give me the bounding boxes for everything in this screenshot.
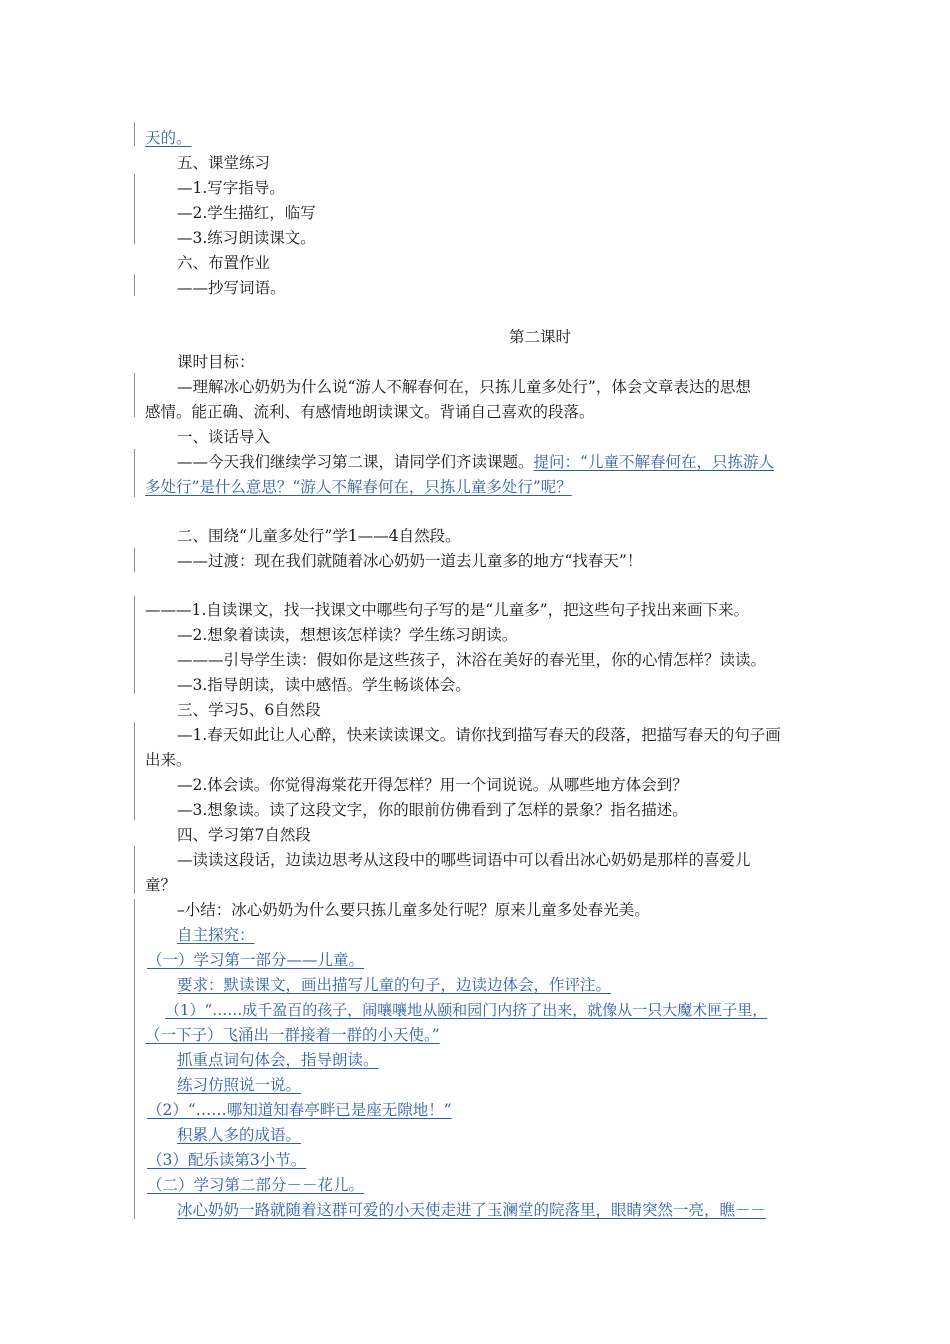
text-line: ———引导学生读：假如你是这些孩子，沐浴在美好的春光里，你的心情怎样？读读。	[177, 651, 767, 669]
revision-bar	[134, 596, 135, 694]
section-heading: 四、学习第7自然段	[177, 826, 311, 844]
text-line: —1.春天如此让人心醉，快来读读课文。请你找到描写春天的段落，把描写春天的句子画	[177, 726, 781, 744]
revision-bar	[134, 899, 135, 1219]
revision-bar	[134, 174, 135, 244]
section-heading: 五、课堂练习	[177, 154, 271, 172]
lesson-title: 第二课时	[508, 328, 571, 346]
text-line: 感情。能正确、流利、有感情地朗读课文。背诵自己喜欢的段落。	[145, 403, 595, 421]
text-line: 童？	[145, 876, 177, 894]
text-line: —3.想象读。读了这段文字，你的眼前仿佛看到了怎样的景象？指名描述。	[177, 801, 688, 819]
revision-bar	[134, 274, 135, 296]
tracked-text-line: （一）学习第一部分——儿童。	[147, 951, 365, 969]
section-heading: 三、学习5、6自然段	[177, 701, 321, 719]
text-line: —理解冰心奶奶为什么说“游人不解春何在，只拣儿童多处行”，体会文章表达的思想	[177, 378, 751, 396]
tracked-text-line: （1）“……成千盈百的孩子，闹嚷嚷地从颐和园门内挤了出来，就像从一只大魔术匣子里，	[165, 1001, 768, 1019]
text-line: —读读这段话，边读边思考从这段中的哪些词语中可以看出冰心奶奶是那样的喜爱儿	[177, 851, 751, 869]
tracked-text-line: 要求：默读课文，画出描写儿童的句子，边读边体会，作评注。	[177, 976, 612, 994]
question-link: 提问：“儿童不解春何在，只拣游人	[533, 453, 774, 471]
revision-bar	[134, 548, 135, 572]
section-heading: 一、谈话导入	[177, 428, 271, 446]
text-segment: ——今天我们继续学习第二课，请同学们齐读课题。	[177, 453, 534, 471]
text-line: –小结：冰心奶奶为什么要只拣儿童多处行呢？原来儿童多处春光美。	[177, 901, 650, 919]
text-line: 出来。	[145, 751, 192, 769]
tracked-text-line: （一下子）飞涌出一群接着一群的小天使。”	[145, 1026, 440, 1044]
section-heading: 六、布置作业	[177, 254, 271, 272]
tracked-text-line: 练习仿照说一说。	[177, 1076, 302, 1094]
text-line: —2.学生描红，临写	[177, 204, 316, 222]
tracked-text-line: 自主探究：	[177, 926, 255, 944]
revision-bar	[134, 722, 135, 820]
tracked-text-line: （3）配乐读第3小节。	[147, 1151, 307, 1169]
text-line: 天的。	[145, 129, 192, 147]
tracked-text-line: 冰心奶奶一路就随着这群可爱的小天使走进了玉澜堂的院落里，眼睛突然一亮，瞧－－	[177, 1201, 767, 1219]
revision-bar	[134, 122, 135, 146]
section-heading: 课时目标：	[177, 353, 255, 371]
section-heading: 二、围绕“儿童多处行”学1——4自然段。	[177, 527, 461, 545]
text-line	[177, 452, 774, 472]
revision-bar	[134, 373, 135, 417]
revision-bar	[134, 846, 135, 894]
text-line: —2.体会读。你觉得海棠花开得怎样？用一个词说说。从哪些地方体会到？	[177, 776, 688, 794]
text-line: —2.想象着读读，想想该怎样读？学生练习朗读。	[177, 626, 518, 644]
text-line: ———1.自读课文，找一找课文中哪些句子写的是“儿童多”，把这些句子找出来画下来。	[145, 601, 750, 619]
tracked-text-line: （2）“……哪知道知春亭畔已是座无隙地！”	[147, 1101, 452, 1119]
text-line: —3.指导朗读，读中感悟。学生畅谈体会。	[177, 676, 471, 694]
text-line: ——抄写词语。	[177, 279, 286, 297]
text-line: ——过渡：现在我们就随着冰心奶奶一道去儿童多的地方“找春天”！	[177, 552, 643, 570]
revision-bar	[134, 449, 135, 497]
tracked-text-line: （二）学习第二部分－－花儿。	[147, 1176, 365, 1194]
tracked-text-line: 抓重点词句体会，指导朗读。	[177, 1051, 379, 1069]
text-line: 多处行”是什么意思？“游人不解春何在，只拣儿童多处行”呢？	[145, 478, 572, 496]
text-line: —1.写字指导。	[177, 179, 285, 197]
tracked-text-line: 积累人多的成语。	[177, 1126, 302, 1144]
text-line: —3.练习朗读课文。	[177, 229, 316, 247]
